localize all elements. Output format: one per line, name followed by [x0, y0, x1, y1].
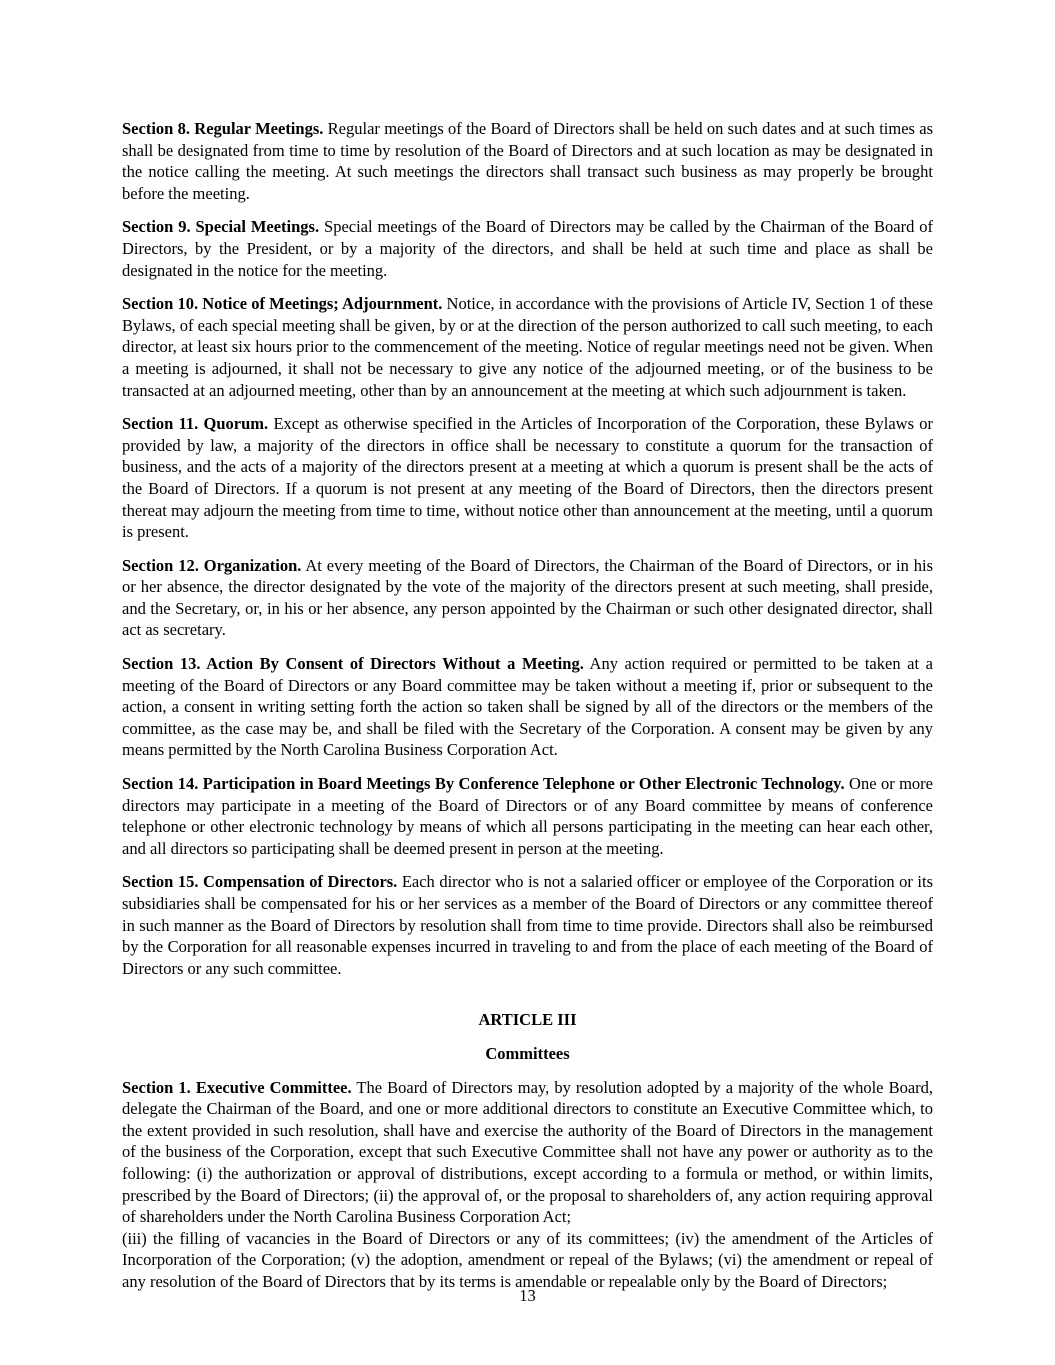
section-9-paragraph	[122, 216, 933, 281]
section-12-title: Section 12. Organization.	[122, 555, 302, 575]
section-11-title: Section 11. Quorum.	[122, 414, 269, 434]
section-1-body: The Board of Directors may, by resolution adopted by a majority of the whole Board, delegate the Chairman of the Board, and one or more additional directors to constitute an Executive Committee which, to the extent provided in such resolution, shall have and exercise the authority of the Board of Directors in the management of the business of the Corporation, except that such Executive Committee shall not have any power or authority as to the following: (i) the authorization or approval of distributions, except according to a formula or method, or within limits, prescribed by the Board of Directors; (ii) the approval of, or the proposal to shareholders of, any action requiring approval of shareholders under the North Carolina Business Corporation Act;	[122, 1077, 934, 1227]
article-iii-subtitle: Committees	[485, 1043, 570, 1063]
section-8-body: Regular meetings of the Board of Directors shall be held on such dates and at such times as shall be designated from time to time by resolution of the Board of Directors and at such location as may be designated in the notice calling the meeting. At such meetings the directors shall transact such business as may properly be brought before the meeting.	[122, 119, 933, 203]
section-14-title: Section 14. Participation in Board Meetings By Conference Telephone or Other Electronic Technology.	[122, 774, 845, 794]
section-13-paragraph	[122, 653, 933, 761]
article-iii-heading: ARTICLE III	[478, 1010, 577, 1030]
section-15-title: Section 15. Compensation of Directors.	[122, 872, 398, 892]
section-15-body: Each director who is not a salaried officer or employee of the Corporation or its subsidiaries shall be compensated for his or her services as a member of the Board of Directors or any committee thereof in such manner as the Board of Directors by resolution shall from time to time provide. Directors shall also be reimbursed by the Corporation for all reasonable expenses incurred in traveling to and from the place of each meeting of the Board of Directors or any such committee.	[122, 872, 933, 978]
section-1-title: Section 1. Executive Committee.	[122, 1077, 352, 1097]
document-body	[122, 118, 933, 1293]
section-14-paragraph	[122, 773, 933, 859]
section-11-body: Except as otherwise specified in the Articles of Incorporation of the Corporation, these Bylaws or provided by law, a majority of the directors in office shall be necessary to constitute a quorum for the transaction of business, and the acts of a majority of the directors present at a meeting at which a quorum is present shall be the acts of the Board of Directors. If a quorum is not present at any meeting of the Board of Directors, then the directors present thereat may adjourn the meeting from time to time, without notice other than announcement at the meeting, until a quorum is present.	[122, 414, 934, 542]
section-9-body: Special meetings of the Board of Directors may be called by the Chairman of the Board of Directors, by the President, or by a majority of the directors, and shall be held at such time and place as shall be designated in the notice for the meeting.	[122, 217, 934, 280]
section-10-title: Section 10. Notice of Meetings; Adjournment.	[122, 294, 443, 314]
section-8-title: Section 8. Regular Meetings.	[122, 119, 324, 138]
section-13-title: Section 13. Action By Consent of Directors Without a Meeting.	[122, 654, 584, 674]
section-8-paragraph	[122, 118, 933, 204]
section-12-body: At every meeting of the Board of Directors, the Chairman of the Board of Directors, or in his or her absence, the director designated by the vote of the majority of the directors present at such meeting, shall preside, and the Secretary, or, in his or her absence, any person appointed by the Chairman or such other designated director, shall act as secretary.	[122, 555, 934, 640]
section-14-body: One or more directors may participate in a meeting of the Board of Directors or of any Board committee by means of conference telephone or other electronic technology by means of which all persons participating in the meeting can hear each other, and all directors so participating shall be deemed present in person at the meeting.	[122, 774, 933, 858]
section-9-title: Section 9. Special Meetings.	[122, 217, 320, 237]
section-15-paragraph	[122, 871, 933, 979]
section-1-paragraph	[122, 1077, 933, 1228]
section-11-paragraph	[122, 413, 933, 543]
section-13-body: Any action required or permitted to be taken at a meeting of the Board of Directors or any Board committee may be taken without a meeting if, prior or subsequent to the action, a consent in writing setting forth the action so taken shall be signed by all of the directors or the members of the committee, as the case may be, and shall be filed with the Secretary of the Corporation. A consent may be given by any means permitted by the North Carolina Business Corporation Act.	[122, 654, 934, 760]
section-10-body: Notice, in accordance with the provisions of Article IV, Section 1 of these Bylaws, of each special meeting shall be given, by or at the direction of the person authorized to call such meeting, to each director, at least six hours prior to the commencement of the meeting. Notice of regular meetings need not be given. When a meeting is adjourned, it shall not be necessary to give any notice of the adjourned meeting, or of the business to be transacted at an adjourned meeting, other than by an announcement at the meeting at which such adjournment is taken.	[122, 294, 933, 400]
section-1-continuation: (iii) the filling of vacancies in the Board of Directors or any of its committees; (iv) the amendment of the Articles of Incorporation of the Corporation; (v) the adoption, amendment or repeal of the Bylaws; (vi) the amendment or repeal of any resolution of the Board of Directors that by its terms is amendable or repealable only by the Board of Directors;	[122, 1228, 933, 1291]
section-10-paragraph	[122, 293, 933, 401]
page-number: 13	[519, 1286, 536, 1306]
section-12-paragraph	[122, 555, 933, 641]
